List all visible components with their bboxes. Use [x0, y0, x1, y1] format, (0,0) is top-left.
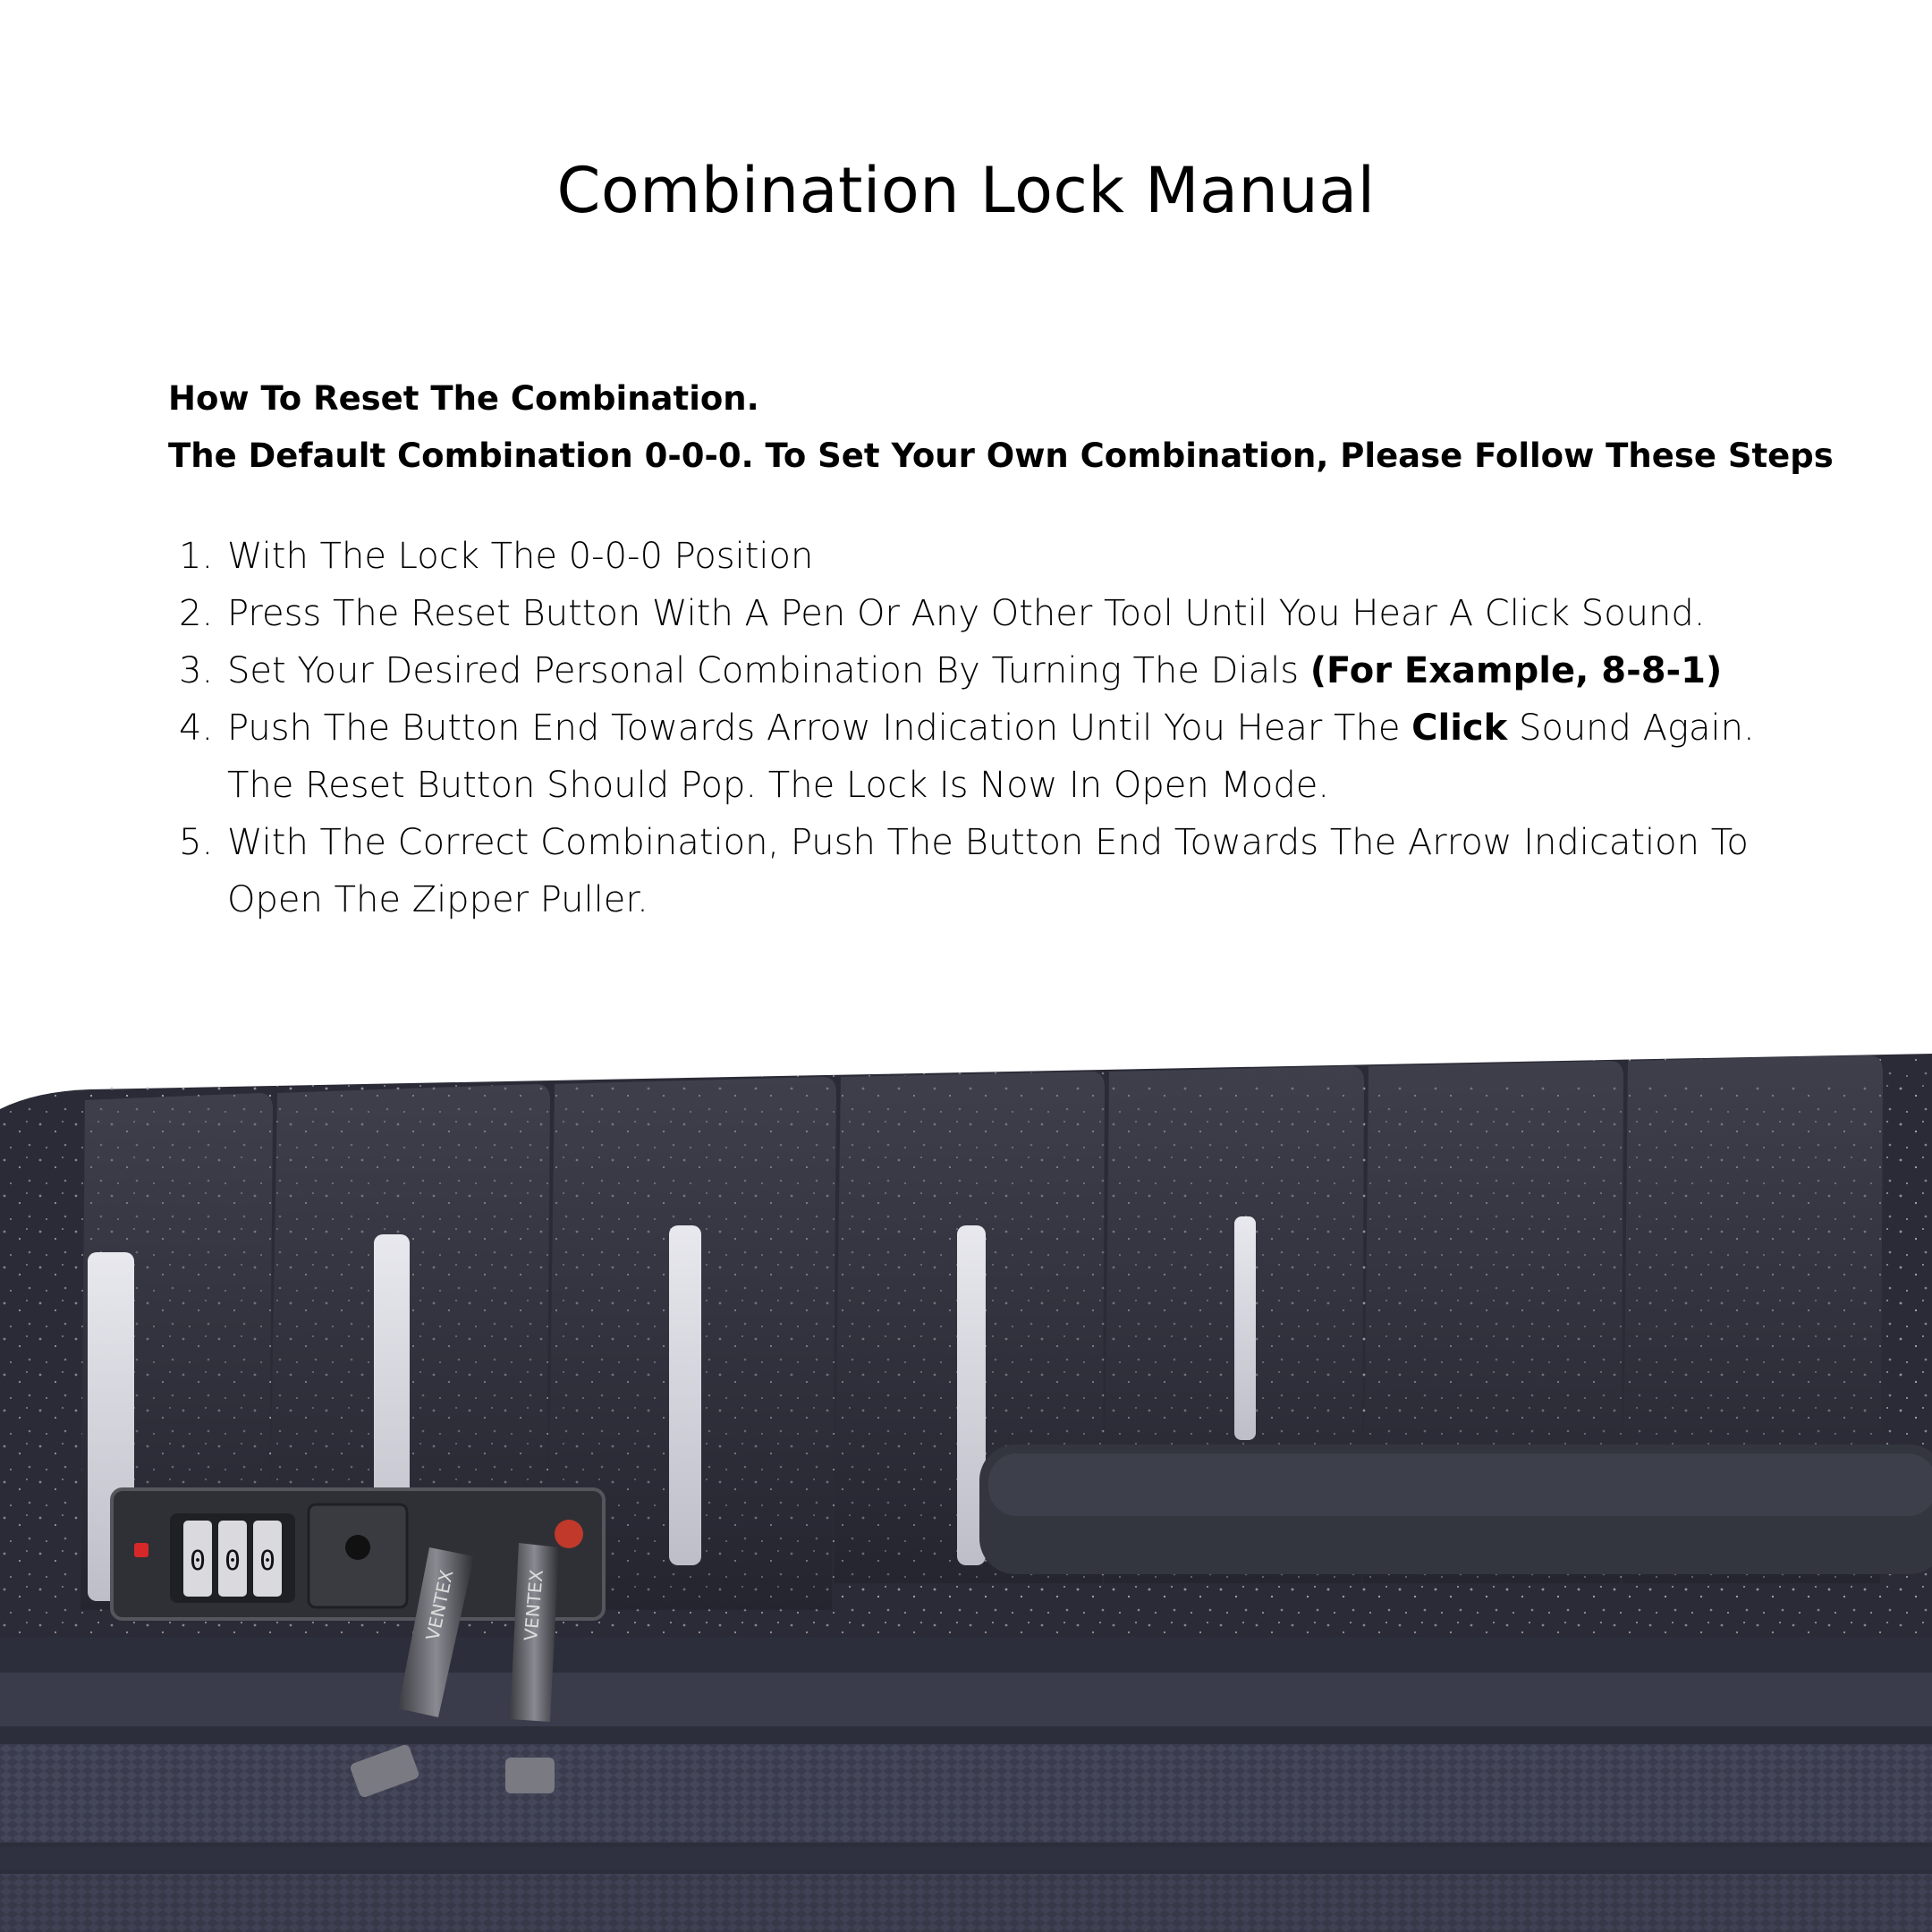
reset-button-icon [134, 1543, 148, 1557]
step-number: 4. [179, 708, 214, 749]
default-combination-heading: The Default Combination 0-0-0. To Set Your Own Combination, Please Follow These Steps [168, 436, 1834, 475]
dial-digit-2: 0 [224, 1546, 242, 1577]
page-title: Combination Lock Manual [556, 154, 1376, 227]
step-item [179, 642, 1789, 699]
step-item [179, 528, 1789, 585]
step-item [179, 699, 1789, 814]
tsa-logo-icon [555, 1520, 583, 1548]
reset-heading: How To Reset The Combination. [168, 379, 759, 418]
step-text: Press The Reset Button With A Pen Or Any Other Tool Until You Hear A Click Sound. [227, 593, 1706, 634]
step-text: With The Lock The 0-0-0 Position [227, 536, 814, 577]
step-text: With The Correct Combination, Push The Button End Towards The Arrow Indication To Open The Zipper Puller. [227, 822, 1749, 920]
step-item [179, 585, 1789, 642]
zipper-area [0, 1637, 1932, 1932]
dial-digit-1: 0 [189, 1546, 207, 1577]
dial-digit-3: 0 [258, 1546, 276, 1577]
suitcase-photo [0, 1046, 1932, 1932]
zipper-brand-left: VENTEX [421, 1567, 458, 1643]
step-text: Push The Button End Towards Arrow Indication Until You Hear The Click Sound Again. The Reset Button Should Pop. The Lock Is Now In Open Mode. [227, 708, 1755, 806]
step-item [179, 814, 1789, 928]
keyhole-icon [345, 1535, 370, 1560]
step-number: 3. [179, 650, 214, 691]
step-number: 1. [179, 536, 214, 577]
zipper-brand-right: VENTEX [520, 1568, 547, 1642]
step-number: 5. [179, 822, 214, 863]
steps-list [179, 528, 1789, 928]
step-number: 2. [179, 593, 214, 634]
carry-handle [979, 1445, 1932, 1574]
step-text: Set Your Desired Personal Combination By Turning The Dials (For Example, 8-8-1) [227, 650, 1723, 691]
